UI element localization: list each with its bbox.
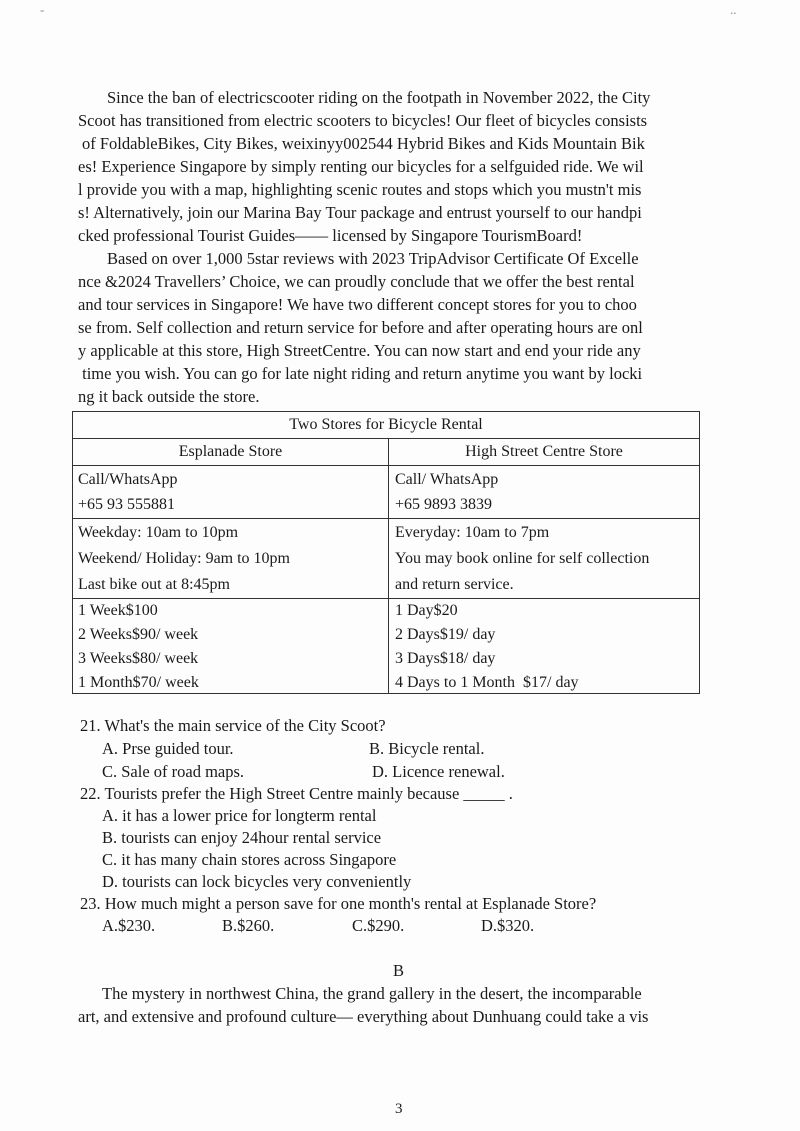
option-a: A.$230. bbox=[102, 916, 156, 935]
esplanade-price: 2 Weeks$90/ week bbox=[78, 626, 199, 643]
passage-line: l provide you with a map, highlighting scenic routes and stops which you mustn't mis bbox=[78, 180, 642, 199]
passage-line: art, and extensive and profound culture— everything about Dunhuang could take a vis bbox=[78, 1007, 649, 1026]
esplanade-hours-line: Weekend/ Holiday: 9am to 10pm bbox=[78, 550, 290, 567]
passage-line: The mystery in northwest China, the grand gallery in the desert, the incomparable bbox=[102, 984, 642, 1003]
passage-line: Scoot has transitioned from electric scooters to bicycles! Our fleet of bicycles consists bbox=[78, 111, 648, 130]
option-c: C. Sale of road maps. bbox=[102, 762, 245, 781]
passage-line: Based on over 1,000 5star reviews with 2023 TripAdvisor Certificate Of Excelle bbox=[107, 249, 639, 268]
option-d: D.$320. bbox=[481, 916, 535, 935]
option-c: C. it has many chain stores across Singapore bbox=[102, 850, 397, 869]
high-street-hours-line: and return service. bbox=[395, 576, 514, 593]
passage-line: of FoldableBikes, City Bikes, weixinyy002544 Hybrid Bikes and Kids Mountain Bik bbox=[82, 134, 645, 153]
esplanade-header: Esplanade Store bbox=[178, 443, 283, 460]
high-street-header: High Street Centre Store bbox=[465, 443, 623, 460]
passage-line: and tour services in Singapore! We have two different concept stores for you to choo bbox=[78, 295, 637, 314]
document-page: - .. Since the ban of electricscooter riding on the footpath in November 2022, the City Scoot has transitioned from electric scooters to bicycles! Our fleet of bicycles consists of FoldableBikes, City Bikes, weixinyy002544 Hybrid Bikes and Kids Mountain Bik es! Experience Singapore by simply renting our bicycles for a selfguided ride. We wil l provide you with a map, highlighting scenic routes and stops which you mustn't mis s! Alternatively, join our Marina Bay Tour package and entrust yourself to our handpi cked professional Tourist Guides—— licensed by Singapore TourismBoard! Based on over 1,000 5star reviews with 2023 TripAdvisor Certificate Of Excelle nce &2024 Travellers’ Choice, we can proudly conclude that we offer the best rental and tour services in Singapore! We have two different concept stores for you to choo se from. Self collection and return service for before and after operating hours are onl y applicable at this store, High StreetCentre. You can now start and end your ride any time you wish. You can go for late night riding and return anytime you want by locki ng it back outside the store. Two Stores for Bicycle Rental Esplanade Store High Street Centre Store Call/WhatsApp +65 93 555881 Call/ WhatsApp +65 9893 3839 Weekday: 10am to 10pm Weekend/ Holiday: 9am to 10pm Last bike out at 8:45pm Everyday: 10am to 7pm You may book online for self collection and return service. 1 Week$100 2 Weeks$90/ week 3 Weeks$80/ week 1 Month$70/ week 1 Day$20 2 Days$19/ day 3 Days$18/ day 4 Days to 1 Month $17/ day 21. What's the main service of the City Scoot? A. Prse guided tour. B. Bicycle rental. C. Sale of road maps. D. Licence renewal. 22. Tourists prefer the High Street Centre mainly because _____ . A. it has a lower price for longterm rental B. tourists can enjoy 24hour rental service C. it has many chain stores across Singapore D. tourists can lock bicycles very conveniently 23. How much might a person save for one month's rental at Esplanade Store? A.$230. B.$260. C.$290. D.$320. B The mystery in northwest China, the grand gallery in the desert, the incomparable art, and extensive and profound culture— everything about Dunhuang could take a vis 3 bbox=[0, 0, 800, 1131]
high-street-hours-line: You may book online for self collection bbox=[395, 550, 650, 567]
esplanade-price: 1 Week$100 bbox=[78, 602, 158, 619]
high-street-phone: +65 9893 3839 bbox=[395, 496, 493, 513]
passage-line: y applicable at this store, High StreetCentre. You can now start and end your ride any bbox=[78, 341, 641, 360]
esplanade-price: 3 Weeks$80/ week bbox=[78, 650, 199, 667]
option-d: D. Licence renewal. bbox=[372, 762, 505, 781]
option-b: B.$260. bbox=[222, 916, 275, 935]
high-street-price: 4 Days to 1 Month $17/ day bbox=[395, 674, 579, 691]
passage-line: s! Alternatively, join our Marina Bay Tour package and entrust yourself to our handpi bbox=[78, 203, 642, 222]
high-street-hours-line: Everyday: 10am to 7pm bbox=[395, 524, 550, 541]
passage-line: se from. Self collection and return service for before and after operating hours are onl bbox=[78, 318, 643, 337]
page-number: 3 bbox=[395, 1101, 403, 1117]
question-stem: 22. Tourists prefer the High Street Centre mainly because _____ . bbox=[80, 784, 513, 803]
rental-table bbox=[72, 411, 700, 694]
esplanade-hours-line: Last bike out at 8:45pm bbox=[78, 576, 230, 593]
high-street-price: 2 Days$19/ day bbox=[395, 626, 496, 643]
passage-line: cked professional Tourist Guides—— licensed by Singapore TourismBoard! bbox=[78, 226, 583, 245]
passage-line: es! Experience Singapore by simply renting our bicycles for a selfguided ride. We wil bbox=[78, 157, 644, 176]
option-a: A. Prse guided tour. bbox=[102, 739, 234, 758]
passage-line: nce &2024 Travellers’ Choice, we can proudly conclude that we offer the best rental bbox=[78, 272, 635, 291]
passage-line: Since the ban of electricscooter riding on the footpath in November 2022, the City bbox=[107, 88, 651, 107]
option-b: B. tourists can enjoy 24hour rental service bbox=[102, 828, 382, 847]
table-title: Two Stores for Bicycle Rental bbox=[289, 416, 483, 433]
high-street-price: 3 Days$18/ day bbox=[395, 650, 496, 667]
esplanade-hours-line: Weekday: 10am to 10pm bbox=[78, 524, 239, 541]
question-stem: 21. What's the main service of the City Scoot? bbox=[80, 716, 386, 735]
question-stem: 23. How much might a person save for one month's rental at Esplanade Store? bbox=[80, 894, 597, 913]
option-b: B. Bicycle rental. bbox=[369, 739, 485, 758]
esplanade-price: 1 Month$70/ week bbox=[78, 674, 199, 691]
option-d: D. tourists can lock bicycles very conveniently bbox=[102, 872, 412, 891]
esplanade-phone: +65 93 555881 bbox=[78, 496, 176, 513]
passage-line: time you wish. You can go for late night riding and return anytime you want by locki bbox=[78, 364, 643, 383]
high-street-price: 1 Day$20 bbox=[395, 602, 458, 619]
section-label: B bbox=[393, 961, 405, 980]
esplanade-contact-label: Call/WhatsApp bbox=[78, 471, 178, 488]
option-c: C.$290. bbox=[352, 916, 405, 935]
option-a: A. it has a lower price for longterm rental bbox=[102, 806, 377, 825]
passage-line: ng it back outside the store. bbox=[78, 387, 260, 406]
high-street-contact-label: Call/ WhatsApp bbox=[395, 471, 499, 488]
